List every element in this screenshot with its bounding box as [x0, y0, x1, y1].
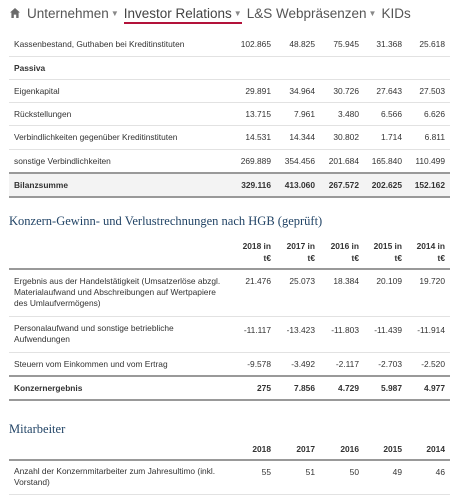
table-header-row: 2018 in t€ 2017 in t€ 2016 in t€ 2015 in t€ 2014 in t€ [9, 237, 450, 269]
employees-table [9, 442, 450, 495]
nav-item-ls-webpraesenzen[interactable]: L&S Webpräsenzen ▼ [246, 5, 377, 21]
chevron-down-icon: ▼ [233, 8, 242, 18]
table-section-header: Passiva [9, 56, 450, 79]
table-row: Anzahl der Konzernmitarbeiter zum Jahresultimo (inkl. Vorstand) 55 51 50 49 46 [9, 460, 450, 494]
chevron-down-icon: ▼ [368, 8, 377, 18]
table-row: Ergebnis aus der Handelstätigkeit (Umsatzerlöse abzgl. Materialaufwand und Abschreibungen auf Wertpapiere des Umlaufvermögens) 21.476 25.073 18.384 20.109 19.720 [9, 269, 450, 316]
table-total-row: Bilanzsumme 329.116 413.060 267.572 202.625 152.162 [9, 173, 450, 197]
nav-item-investor-relations[interactable]: Investor Relations ▼ [124, 1, 242, 25]
table-row: Rückstellungen 13.715 7.961 3.480 6.566 6.626 [9, 102, 450, 125]
balance-sheet-table [9, 32, 450, 198]
table-row: Steuern vom Einkommen und vom Ertrag -9.578 -3.492 -2.117 -2.703 -2.520 [14, 358, 445, 369]
home-icon[interactable] [9, 7, 21, 19]
chevron-down-icon: ▼ [110, 8, 119, 18]
section-title-employees: Mitarbeiter [9, 422, 66, 436]
table-header-row: 2018 2017 2016 2015 2014 [9, 442, 450, 460]
income-statement-table [9, 237, 450, 401]
top-navigation [0, 0, 459, 26]
section-title-income-statement: Konzern-Gewinn- und Verlustrechnungen nach HGB (geprüft) [9, 214, 323, 228]
table-row: Kassenbestand, Guthaben bei Kreditinstituten 102.865 48.825 75.945 31.368 25.618 [9, 32, 450, 56]
nav-item-unternehmen[interactable]: Unternehmen ▼ [27, 5, 119, 21]
table-row: sonstige Verbindlichkeiten 269.889 354.456 201.684 165.840 110.499 [14, 155, 445, 166]
table-row: Verbindlichkeiten gegenüber Kreditinstituten 14.531 14.344 30.802 1.714 6.811 [9, 125, 450, 149]
nav-item-kids[interactable]: KIDs [381, 5, 411, 21]
table-row: Personalaufwand und sonstige betriebliche Aufwendungen -11.117 -13.423 -11.803 -11.439 -11.914 [9, 316, 450, 352]
table-total-row: Konzernergebnis 275 7.856 4.729 5.987 4.977 [9, 376, 450, 400]
table-row: Eigenkapital 29.891 34.964 30.726 27.643 27.503 [9, 79, 450, 102]
